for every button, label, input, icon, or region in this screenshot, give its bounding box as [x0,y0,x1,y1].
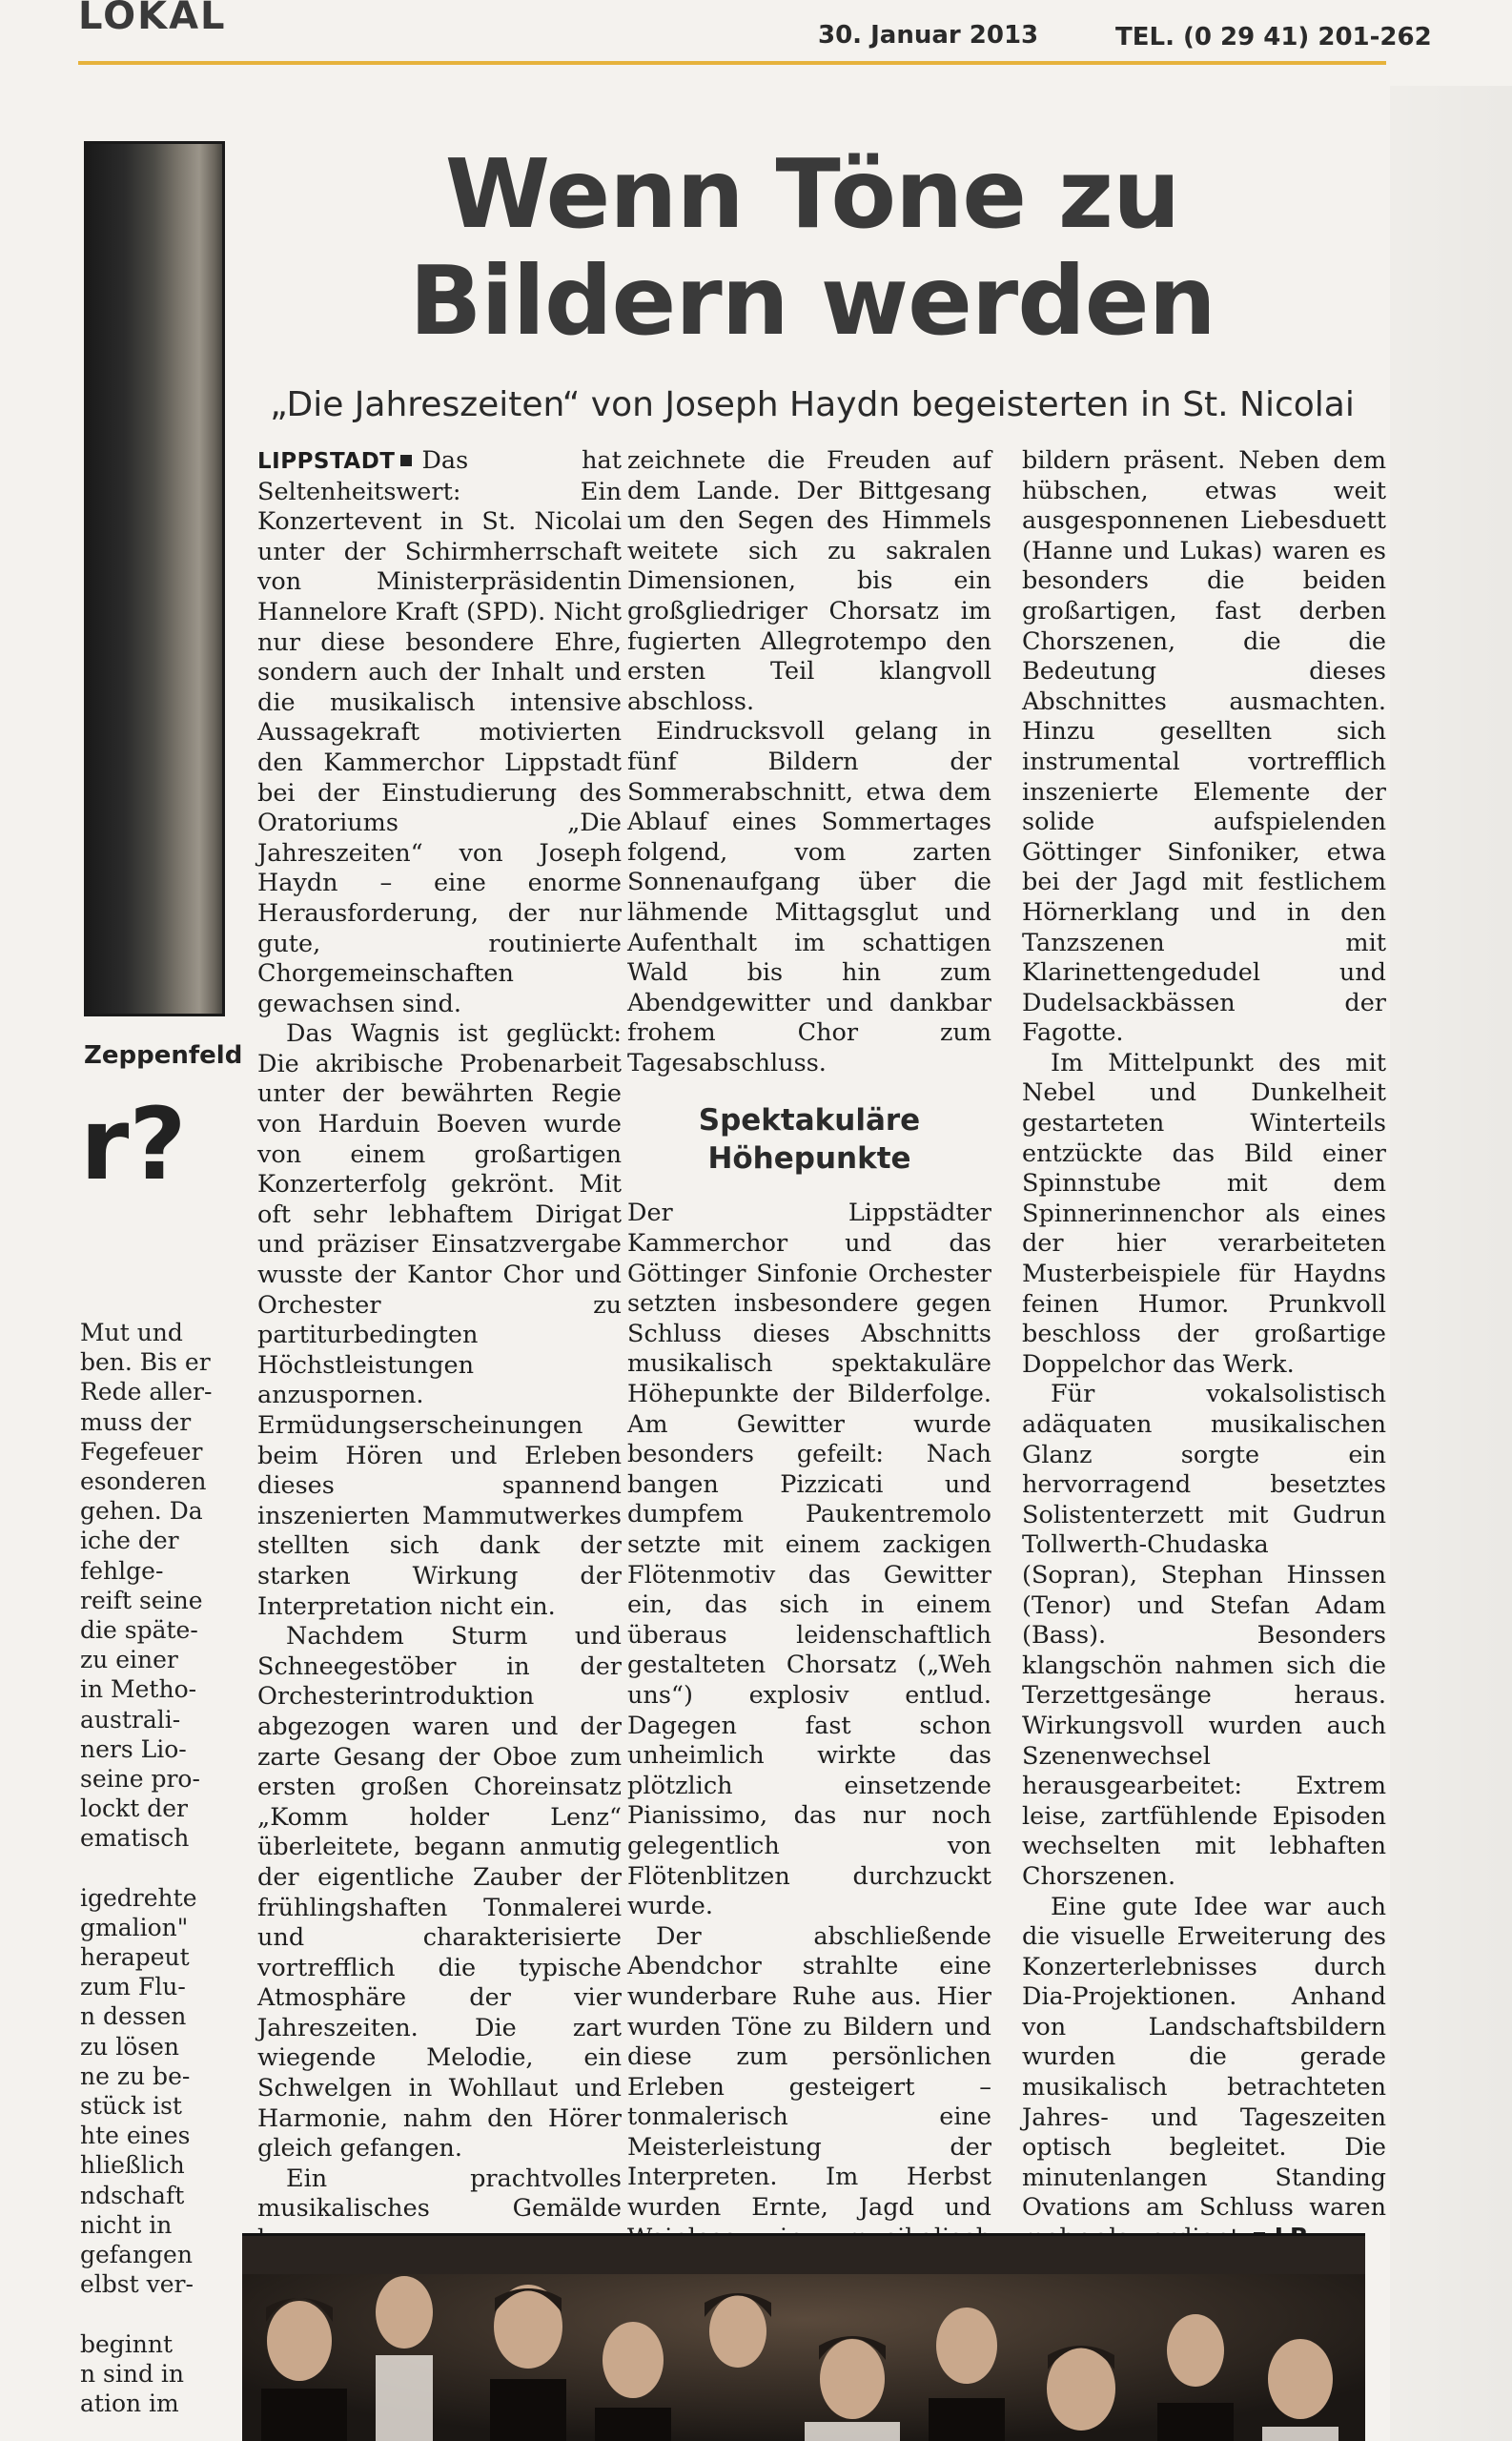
left-text-line: ben. Bis er [80,1348,211,1377]
left-text-line: Rede aller- [80,1378,213,1406]
paragraph [1022,1893,1386,2254]
paragraph: Das Wagnis ist geglückt: Die akribische Probenarbeit unter der bewährten Regie von Harduin Boeven wurde von einem großartigen Konzerterfolg gekrönt. Mit oft sehr lebhaftem Dirigat und präziser Einsatzvergabe wusste der Kantor Chor und Orchester zu partiturbedingten Höchstleistungen anzuspornen. Ermüdungserscheinungen beim Hören und Erleben dieses spannend inszenierten Mammutwerkes stellten sich dank der starken Wirkung der Interpretation nicht ein. [257,1019,622,1621]
left-text-line: beginnt [80,2329,174,2358]
left-text-line: in Metho- [80,1675,197,1704]
paragraph: Für vokalsolistisch adäquaten musikalischen Glanz sorgte ein hervorragend besetztes Solistenterzett mit Gudrun Tollwerth-Chudaska (Sopran), Stephan Hinssen (Tenor) und Stefan Adam (Bass). Besonders klangschön nahmen sich die Terzettgesänge heraus. Wirkungsvoll wurden auch Szenenwechsel herausgearbeitet: Extrem leise, zartfühlende Episoden wechselten mit lebhaften Chorszenen. [1022,1380,1386,1891]
left-text-line: die späte- [80,1616,198,1645]
article-column-3 [1022,446,1386,2254]
left-text-line: elbst ver- [80,2270,194,2299]
left-article-photo [84,141,225,1016]
dateline: LIPPSTADT [257,449,396,474]
left-text-line: n sind in [80,2359,185,2388]
article-column-1 [257,446,622,2255]
masthead-rule [78,61,1386,65]
left-text-line: lockt der [80,1795,188,1823]
left-text-line: gefangen [80,2241,193,2269]
left-headline-fragment: r? [80,1086,187,1202]
left-text-line: nicht in [80,2210,173,2239]
left-text-line: muss der [80,1407,192,1436]
left-text-line: gmalion" [80,1913,189,1941]
paragraph: bildern präsent. Neben dem hübschen, etwas weit ausgesponnenen Liebesduett (Hanne und Lukas) waren es besonders die beiden großartigen, fast derben Chorszenen, die die Bedeutung dieses Abschnittes ausmachten. Hinzu gesellten sich instrumental vortrefflich inszenierte Elemente der solide aufspielenden Göttinger Sinfoniker, etwa bei der Jagd mit festlichem Hörnerklang und in den Tanzszenen mit Klarinettengedudel und Dudelsackbässen der Fagotte. [1022,446,1386,1048]
left-article-text [80,1318,214,2418]
article-subheadline: „Die Jahreszeiten“ von Joseph Haydn begeisterten in St. Nicolai [270,385,1355,424]
left-text-line: Mut und [80,1319,183,1346]
faded-adjacent-column [1390,86,1512,2441]
paragraph: Der abschließende Abendchor strahlte eine wunderbare Ruhe aus. Hier wurden Töne zu Bildern und diese zum persönlichen Erleben gesteigert – tonmalerisch eine Meisterleistung der Interpreten. Im Herbst wurden Ernte, Jagd und [627,1921,991,2223]
paragraph-text: Eine gute Idee war auch die visuelle Erweiterung des Konzerterlebnisses durch Dia-Projektionen. Anhand von Landschaftsbildern wurden die gerade musikalisch betrachteten Jahres- und Tageszeiten optisch begleitet. Die minutenlangen Standing Ovations am Schluss waren [1022,1892,1386,2223]
left-text-line: herapeut [80,1943,190,1972]
left-text-line: ne zu be- [80,2062,191,2090]
headline-line-2: Bildern werden [409,245,1216,357]
paragraph: Im Mittelpunkt des mit Nebel und Dunkelheit gestarteten Winterteils entzückte das Bild einer Spinnstube mit dem Spinnerinnenchor als eines der hier verarbeiteten Musterbeispiele für Haydns feinen Humor. Prunkvoll beschloss der großartige Doppelchor das Werk. [1022,1048,1386,1379]
left-text-line: ation im [80,2389,179,2417]
section-label: LOKAL [78,0,227,38]
headline-line-1: Wenn Töne zu [444,138,1180,250]
paragraph: Nachdem Sturm und Schneegestöber in der Orchesterintroduktion abgezogen waren und der zarte Gesang der Oboe zum ersten großen Choreinsatz „Komm holder Lenz“ überleitete, begann anmutig der eigentliche Zauber der frühlingshaften Tonmalerei und charakterisierte vortrefflich die typische Atmosphäre der vier Jahreszeiten. Die zart wiegende Melodie, ein Schwelgen in Wohllaut und Harmonie, nahm den Hörer gleich gefangen. [257,1622,622,2164]
left-text-line: ners Lio- [80,1734,187,1763]
left-text-line: iche der [80,1527,179,1555]
issue-date: 30. Januar 2013 [818,21,1039,50]
left-text-line: ematisch [80,1824,190,1853]
article-column-2 [627,446,991,2284]
left-text-line: esonderen [80,1467,207,1496]
left-text-line: reift seine [80,1586,203,1614]
left-text-line: zu lösen [80,2032,179,2061]
masthead [0,0,1512,67]
left-photo-caption: Zeppenfeld [84,1041,243,1070]
left-text-line: zum Flu- [80,1973,186,2001]
article-headline [240,138,1384,357]
left-text-line: stück ist [80,2092,182,2121]
left-text-line: igedrehte [80,1883,197,1912]
paragraph-text: Das hat Seltenheitswert: Ein Konzertevent in St. Nicolai unter der Schirmherrschaft von Ministerpräsidentin Hannelore Kraft (SPD). Nicht nur diese besondere Ehre, sondern auch der Inhalt und die musikalisch intensive Aussagekraft motivierten den Kammerchor Lippstadt bei der Einstudierung des Oratoriums „Die Jahreszeiten“ von Joseph Haydn – eine enorme Herausforderung, der nur gute, routinierte Chorgemeinschaften gewachsen sind. [257,446,622,1018]
left-text-line: Fegefeuer [80,1437,203,1466]
left-text-line: ndschaft [80,2181,185,2209]
left-text-line: hließlich [80,2151,185,2180]
phone-number: TEL. (0 29 41) 201-262 [1115,23,1432,51]
left-text-line: zu einer [80,1646,178,1674]
paragraph: zeichnete die Freuden auf dem Lande. Der Bittgesang um den Segen des Himmels weitete sich zu sakralen Dimensionen, bis ein großgliedriger Chorsatz im fugierten Allegrotempo den ersten Teil klangvoll abschloss. [627,446,991,716]
choir-photo [242,2233,1365,2441]
left-text-line: fehlge- [80,1556,164,1585]
left-text-line: gehen. Da [80,1497,203,1526]
left-text-line: seine pro- [80,1765,200,1794]
choir-photo-graphic [242,2236,1365,2441]
paragraph [257,446,622,1019]
left-text-line: australi- [80,1705,181,1733]
paragraph: Der Lippstädter Kammerchor und das Göttinger Sinfonie Orchester setzten insbesondere gegen Schluss dieses Abschnitts musikalisch spektakuläre Höhepunkte der Bilderfolge. Am Gewitter wurde besonders gefeilt: Nach bangen Pizzicati und dumpfem Paukentremolo setzte mit einem zackigen Flötenmotiv das Gewitter ein, das sich in einem überaus leidenschaftlich gestalteten Chorsatz („Weh uns“) explosiv entlud. Dagegen fast schon unheimlich wirkte das plötzlich einsetzende Pianissimo, das nur noch gelegentlich von Flötenblitzen durchzuckt wurde. [627,1199,991,1921]
left-text-line: n dessen [80,2002,187,2031]
left-text-line: hte eines [80,2122,191,2150]
paragraph: Eindrucksvoll gelang in fünf Bildern der Sommerabschnitt, etwa dem Ablauf eines Sommertages folgend, vom zarten Sonnenaufgang über die lähmende Mittagsglut und Aufenthalt im schattigen Wald bis hin zum Abendgewitter und dankbar frohem Chor zum Tagesabschluss. [627,717,991,1077]
paragraph: Ein prachtvolles musikalisches Gemälde [257,2164,622,2224]
dateline-bullet-icon [400,455,412,466]
article-subhead: Spektakuläre Höhepunkte [698,1103,921,1177]
left-text-gap [80,2300,214,2329]
left-text-gap [80,1854,214,1883]
